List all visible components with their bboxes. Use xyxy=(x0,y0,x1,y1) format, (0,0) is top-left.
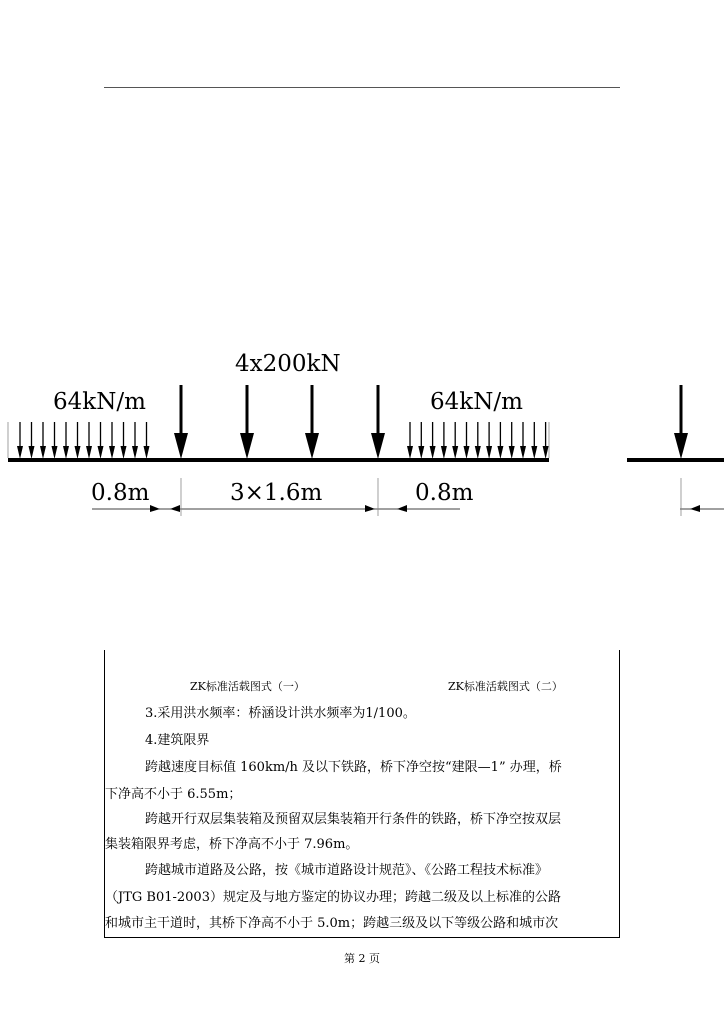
dimension-arrowhead xyxy=(365,505,375,512)
point-load-arrow-head xyxy=(240,433,254,459)
page-number: 第 2 页 xyxy=(344,952,380,965)
point-load-arrow-head xyxy=(674,433,688,459)
distributed-arrow-head xyxy=(486,446,492,459)
distributed-arrow-head xyxy=(418,446,424,459)
distributed-load-left xyxy=(8,422,150,459)
distributed-arrow-head xyxy=(75,446,81,459)
paragraph-line: 跨越速度目标值 160km/h 及以下铁路，桥下净空按“建限—1” 办理，桥 xyxy=(145,760,562,775)
distributed-arrow-head xyxy=(98,446,104,459)
distributed-arrow-head xyxy=(40,446,46,459)
paragraph-line: 下净高不小于 6.55m； xyxy=(105,787,242,802)
paragraph-line: 集装箱限界考虑，桥下净高不小于 7.96m。 xyxy=(105,837,359,852)
distributed-arrow-head xyxy=(543,446,549,459)
dimension-left-label: 0.8m xyxy=(91,480,150,506)
distributed-arrow-head xyxy=(520,446,526,459)
distributed-load-right xyxy=(407,422,549,459)
distributed-arrow-head xyxy=(441,446,447,459)
paragraph-flood-frequency: 3.采用洪水频率：桥涵设计洪水频率为1/100。 xyxy=(145,706,416,721)
distributed-arrow-head xyxy=(121,446,127,459)
load-diagram xyxy=(0,330,724,530)
distributed-arrow-head xyxy=(109,446,115,459)
paragraph-heading-clearance: 4.建筑限界 xyxy=(145,733,210,748)
distributed-arrow-head xyxy=(52,446,58,459)
distributed-arrow-head xyxy=(531,446,537,459)
point-load-arrow-head xyxy=(371,433,385,459)
dimension-middle-label: 3×1.6m xyxy=(230,480,323,506)
point-load-arrow-head xyxy=(305,433,319,459)
dimension-lines xyxy=(92,478,724,516)
dimension-arrowhead xyxy=(690,505,700,512)
distributed-arrow-head xyxy=(464,446,470,459)
paragraph-line: 跨越开行双层集装箱及预留双层集装箱开行条件的铁路，桥下净空按双层 xyxy=(145,812,562,827)
distributed-arrow-head xyxy=(430,446,436,459)
distributed-arrow-head xyxy=(29,446,35,459)
paragraph-line: （JTG B01-2003）规定及与地方鉴定的协议办理；跨越二级及以上标准的公路 xyxy=(105,890,561,905)
dimension-arrowhead xyxy=(170,505,180,512)
right-distributed-label: 64kN/m xyxy=(430,389,523,415)
point-load-arrow-head xyxy=(174,433,188,459)
distributed-arrow-head xyxy=(509,446,515,459)
distributed-arrow-head xyxy=(86,446,92,459)
header-rule xyxy=(104,87,620,88)
distributed-arrow-head xyxy=(63,446,69,459)
distributed-arrow-head xyxy=(452,446,458,459)
distributed-arrow-head xyxy=(132,446,138,459)
distributed-arrow-head xyxy=(144,446,150,459)
point-load-label: 4x200kN xyxy=(235,351,341,377)
distributed-arrow-head xyxy=(17,446,23,459)
dimension-right-label: 0.8m xyxy=(415,480,474,506)
dimension-arrowhead xyxy=(397,505,407,512)
caption-right: ZK标准活载图式（二） xyxy=(448,680,563,693)
spec-text-box xyxy=(104,650,620,938)
distributed-arrow-head xyxy=(497,446,503,459)
caption-left: ZK标准活载图式（一） xyxy=(190,680,305,693)
distributed-arrow-head xyxy=(407,446,413,459)
distributed-arrow-head xyxy=(475,446,481,459)
paragraph-line: 跨越城市道路及公路，按《城市道路设计规范》、《公路工程技术标准》 xyxy=(145,863,549,878)
paragraph-line: 和城市主干道时，其桥下净高不小于 5.0m；跨越三级及以下等级公路和城市次 xyxy=(105,916,559,931)
left-distributed-label: 64kN/m xyxy=(53,389,146,415)
dimension-arrowhead xyxy=(150,505,160,512)
